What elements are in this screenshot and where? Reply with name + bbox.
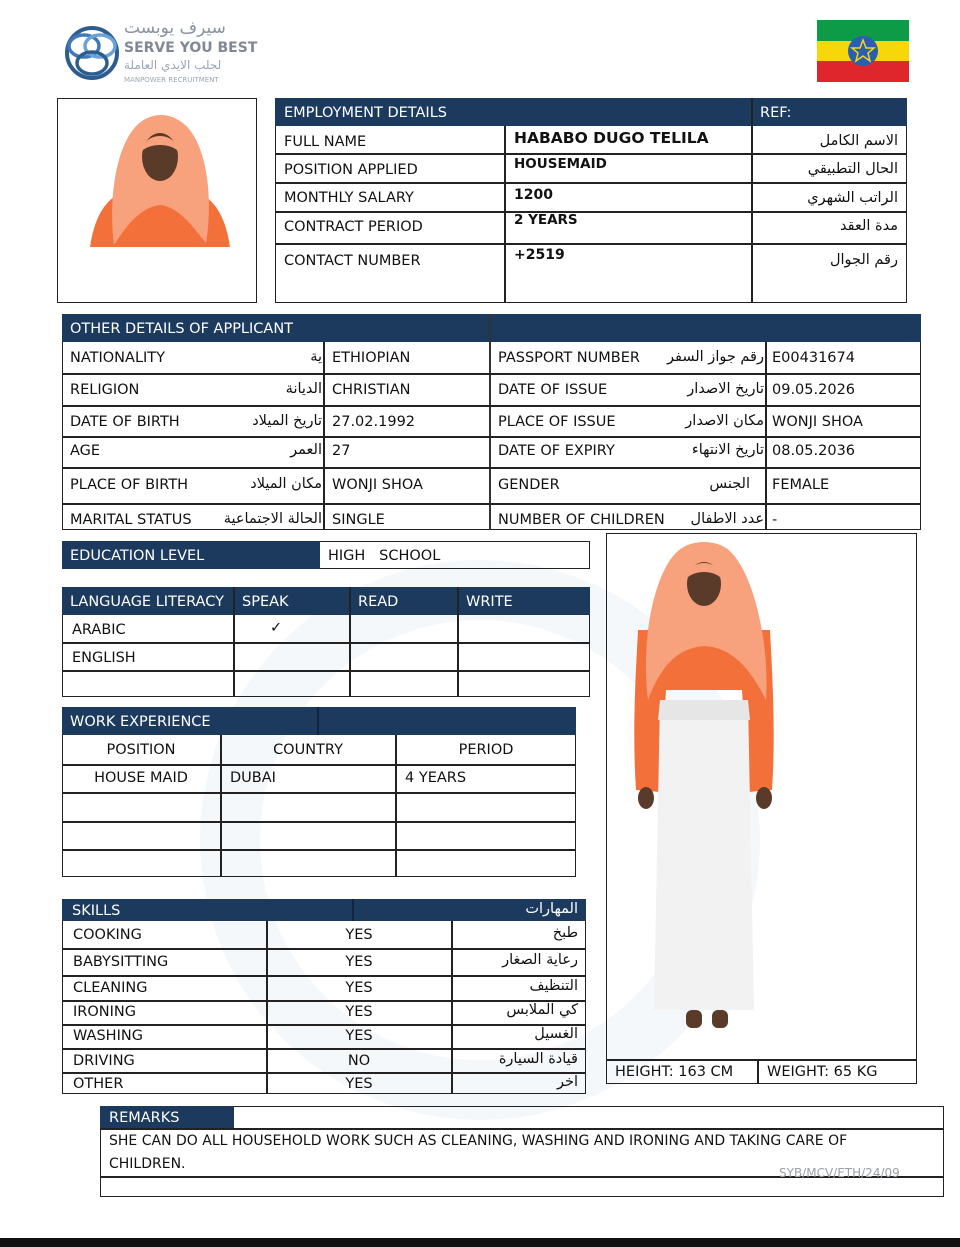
- marital-status-value: SINGLE: [332, 512, 385, 528]
- remarks-line-1: SHE CAN DO ALL HOUSEHOLD WORK SUCH AS CLEANING, WASHING AND IRONING AND TAKING CARE OF: [109, 1133, 848, 1149]
- date-of-birth-label: DATE OF BIRTH: [70, 414, 180, 430]
- skill-babysitting: BABYSITTING: [73, 954, 169, 970]
- skill-washing-value: YES: [345, 1028, 373, 1044]
- skills-header: SKILLS: [72, 903, 121, 919]
- arabic-speak-check: ✓: [270, 620, 283, 636]
- portrait-photo-frame: [57, 98, 257, 303]
- speak-header: SPEAK: [242, 594, 289, 610]
- religion-label: RELIGION: [70, 382, 140, 398]
- skill-ironing-arabic: كي الملابس: [506, 1002, 578, 1018]
- logo-arabic-name: سيرف يوبست: [124, 18, 226, 38]
- knot-icon: [62, 20, 122, 86]
- education-label: EDUCATION LEVEL: [70, 548, 205, 564]
- skill-cleaning: CLEANING: [73, 980, 148, 996]
- work-row-position: HOUSE MAID: [94, 770, 188, 786]
- contact-number-value: +2519: [514, 247, 565, 263]
- age-value: 27: [332, 443, 351, 459]
- age-arabic: العمر: [290, 442, 322, 458]
- skill-babysitting-arabic: رعاية الصغار: [502, 952, 578, 968]
- place-of-birth-label: PLACE OF BIRTH: [70, 477, 189, 493]
- ref-label: REF:: [760, 105, 792, 121]
- skill-cleaning-arabic: التنظيف: [529, 978, 578, 994]
- company-logo: [62, 18, 258, 90]
- place-of-birth-arabic: مكان الميلاد: [250, 476, 322, 492]
- nationality-label: NATIONALITY: [70, 350, 166, 366]
- number-of-children-value: -: [772, 512, 778, 528]
- date-of-issue-arabic: تاريخ الاصدار: [687, 381, 764, 397]
- portrait-photo: [86, 111, 234, 249]
- contract-period-label: CONTRACT PERIOD: [284, 219, 423, 235]
- skill-washing-arabic: الغسيل: [534, 1026, 578, 1042]
- contract-period-arabic: مدة العقد: [840, 218, 898, 234]
- monthly-salary-value: 1200: [514, 187, 553, 203]
- full-body-photo: [620, 540, 790, 1040]
- read-header: READ: [358, 594, 399, 610]
- skill-ironing-value: YES: [345, 1004, 373, 1020]
- bottom-edge: [0, 1238, 960, 1247]
- religion-arabic: الديانة: [285, 381, 322, 397]
- remarks-header: REMARKS: [109, 1110, 180, 1126]
- ethiopian-flag: [817, 20, 909, 82]
- full-name-label: FULL NAME: [284, 134, 367, 150]
- date-of-issue-value: 09.05.2026: [772, 382, 856, 398]
- education-value: HIGH SCHOOL: [328, 548, 441, 564]
- height-value: HEIGHT: 163 CM: [615, 1064, 734, 1080]
- work-country-column: COUNTRY: [273, 742, 343, 758]
- skill-other: OTHER: [73, 1076, 124, 1092]
- position-applied-label: POSITION APPLIED: [284, 162, 418, 178]
- place-of-issue-value: WONJI SHOA: [772, 414, 863, 430]
- passport-number-value: E00431674: [772, 350, 855, 366]
- number-of-children-label: NUMBER OF CHILDREN: [498, 512, 665, 528]
- skill-cooking-value: YES: [345, 927, 373, 943]
- work-period-column: PERIOD: [458, 742, 514, 758]
- weight-value: WEIGHT: 65 KG: [767, 1064, 878, 1080]
- passport-number-label: PASSPORT NUMBER: [498, 350, 640, 366]
- flag-image: [817, 20, 909, 82]
- date-of-birth-value: 27.02.1992: [332, 414, 416, 430]
- skill-cooking-arabic: طبخ: [552, 925, 578, 941]
- date-of-expiry-arabic: تاريخ الانتهاء: [691, 442, 764, 458]
- number-of-children-arabic: عدد الاطفال: [690, 511, 764, 527]
- skill-cooking: COOKING: [73, 927, 142, 943]
- skill-cleaning-value: YES: [345, 980, 373, 996]
- skill-other-arabic: اخر: [557, 1074, 578, 1090]
- language-header: LANGUAGE LITERACY: [70, 594, 224, 610]
- date-of-expiry-value: 08.05.2036: [772, 443, 856, 459]
- date-of-issue-label: DATE OF ISSUE: [498, 382, 608, 398]
- skill-washing: WASHING: [73, 1028, 143, 1044]
- nationality-value: ETHIOPIAN: [332, 350, 411, 366]
- reference-code: SYB/MCV/ETH/24/09: [779, 1166, 900, 1180]
- language-english: ENGLISH: [72, 650, 136, 666]
- skill-driving-value: NO: [347, 1053, 371, 1069]
- skill-driving: DRIVING: [73, 1053, 135, 1069]
- marital-status-arabic: الحالة الاجتماعية: [223, 511, 322, 527]
- contact-number-label: CONTACT NUMBER: [284, 253, 421, 269]
- skill-ironing: IRONING: [73, 1004, 136, 1020]
- language-arabic: ARABIC: [72, 622, 126, 638]
- contact-number-arabic: رقم الجوال: [829, 252, 898, 268]
- skills-header-arabic: المهارات: [525, 901, 578, 917]
- date-of-birth-arabic: تاريخ الميلاد: [252, 413, 322, 429]
- logo-english-tagline: MANPOWER RECRUITMENT: [124, 76, 219, 84]
- date-of-expiry-label: DATE OF EXPIRY: [498, 443, 615, 459]
- logo-english-name: SERVE YOU BEST: [124, 40, 258, 56]
- write-header: WRITE: [466, 594, 513, 610]
- place-of-issue-label: PLACE OF ISSUE: [498, 414, 616, 430]
- full-name-arabic: الاسم الكامل: [819, 133, 898, 149]
- monthly-salary-arabic: الراتب الشهري: [807, 190, 898, 206]
- work-row-country: DUBAI: [230, 770, 276, 786]
- employment-header: EMPLOYMENT DETAILS: [284, 105, 447, 121]
- work-row-period: 4 YEARS: [405, 770, 467, 786]
- marital-status-label: MARITAL STATUS: [70, 512, 192, 528]
- place-of-issue-arabic: مكان الاصدار: [685, 413, 764, 429]
- nationality-arabic: ية: [310, 349, 322, 365]
- skill-other-value: YES: [345, 1076, 373, 1092]
- logo-arabic-tagline: لجلب الايدي العاملة: [124, 58, 222, 72]
- work-position-column: POSITION: [106, 742, 176, 758]
- skill-babysitting-value: YES: [345, 954, 373, 970]
- contract-period-value: 2 YEARS: [514, 212, 578, 228]
- gender-value: FEMALE: [772, 477, 830, 493]
- position-applied-arabic: الحال التطبيقي: [807, 161, 898, 177]
- full-name-value: HABABO DUGO TELILA: [514, 129, 709, 147]
- gender-label: GENDER: [498, 477, 560, 493]
- skill-driving-arabic: قيادة السيارة: [498, 1051, 578, 1067]
- religion-value: CHRISTIAN: [332, 382, 411, 398]
- monthly-salary-label: MONTHLY SALARY: [284, 190, 414, 206]
- place-of-birth-value: WONJI SHOA: [332, 477, 423, 493]
- position-applied-value: HOUSEMAID: [514, 156, 607, 172]
- remarks-line-2: CHILDREN.: [109, 1156, 186, 1172]
- work-experience-header: WORK EXPERIENCE: [70, 714, 211, 730]
- other-details-header: OTHER DETAILS OF APPLICANT: [70, 321, 294, 337]
- passport-number-arabic: رقم جواز السفر: [666, 349, 764, 365]
- age-label: AGE: [70, 443, 101, 459]
- gender-arabic: الجنس: [709, 476, 750, 492]
